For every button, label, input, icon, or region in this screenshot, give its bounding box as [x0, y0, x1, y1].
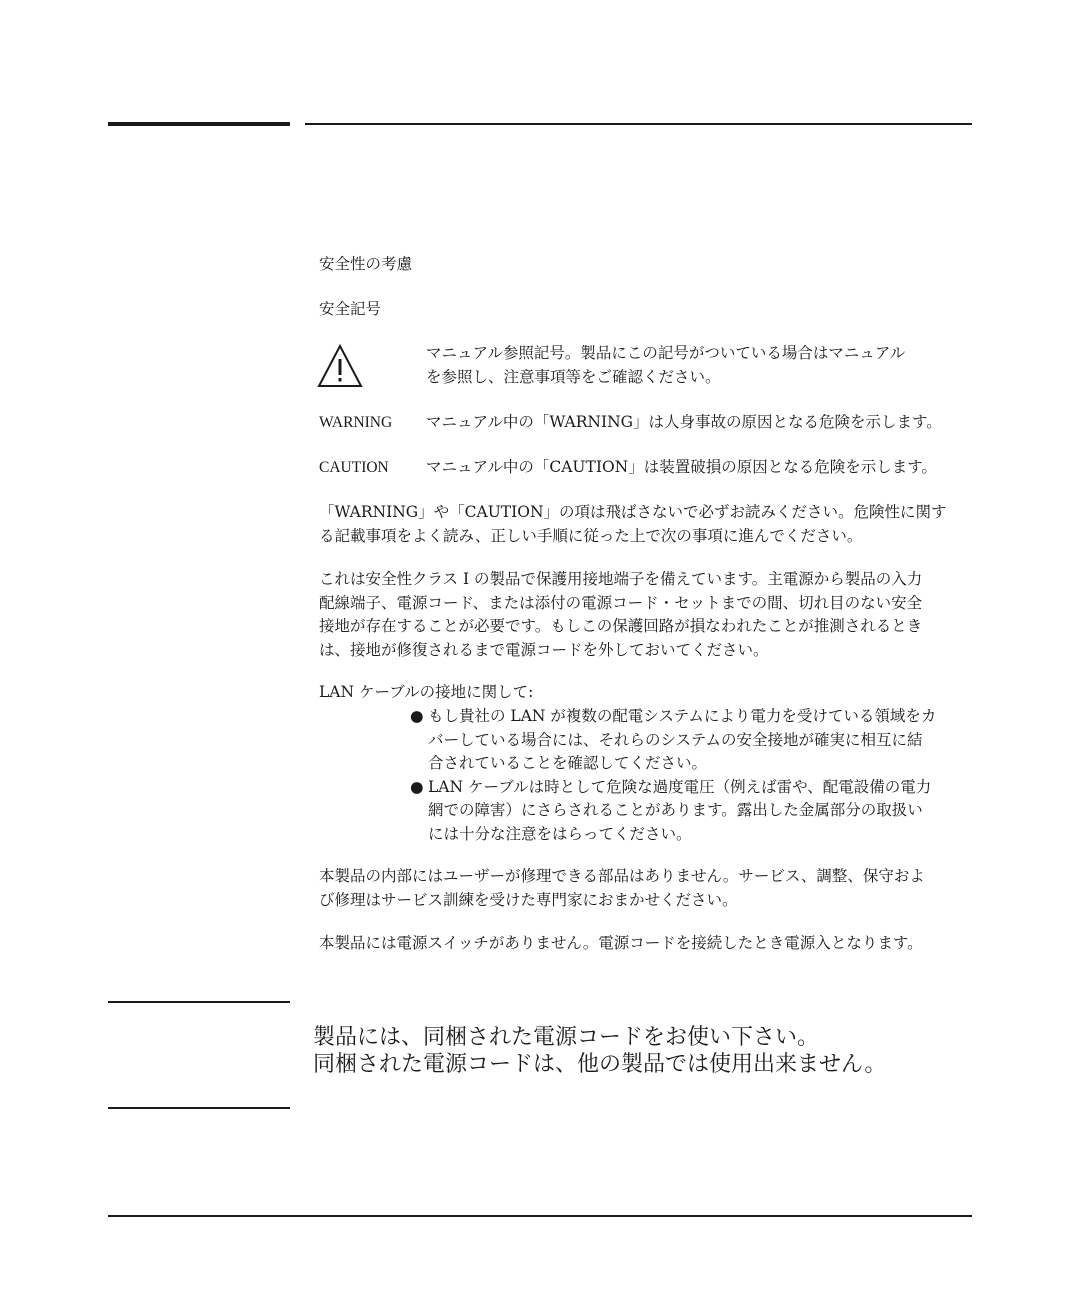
notice-rule-top	[108, 1001, 290, 1003]
service-paragraph	[319, 865, 969, 912]
power-cord-notice-line-1: 製品には、同梱された電源コードをお使い下さい。	[313, 1025, 820, 1050]
caution-definition: マニュアル中の「CAUTION」は装置破損の原因となる危険を示します。	[426, 458, 937, 476]
notice-rule-bottom	[108, 1107, 290, 1109]
warning-definition: マニュアル中の「WARNING」は人身事故の原因となる危険を示します。	[426, 413, 942, 431]
safety-symbols-heading: 安全記号	[319, 300, 382, 318]
lan-bullet-list	[410, 705, 970, 846]
paragraph-line: 「WARNING」や「CAUTION」の項は飛ばさないで必ずお読みください。危険性に関す	[319, 503, 947, 521]
safety-heading: 安全性の考慮	[319, 255, 413, 273]
warning-label: WARNING	[319, 414, 393, 431]
list-item	[410, 776, 970, 847]
list-item-line: LAN ケーブルは時として危険な過度電圧（例えば雷や、配電設備の電力	[428, 777, 932, 796]
paragraph-line: これは安全性クラス I の製品で保護用接地端子を備えています。主電源から製品の入力	[319, 570, 923, 588]
paragraph-line: び修理はサービス訓練を受けた専門家におまかせください。	[319, 890, 738, 909]
protective-ground-paragraph	[319, 568, 969, 662]
bullet-icon: ●	[410, 777, 424, 796]
list-item-line: もし貴社の LAN が複数の配電システムにより電力を受けている領域をカ	[428, 707, 937, 725]
paragraph-line: 配線端子、電源コード、または添付の電源コード・セットまでの間、切れ目のない安全	[319, 593, 923, 612]
list-item-line: バーしている場合には、それらのシステムの安全接地が確実に相互に結	[428, 730, 923, 749]
list-item-line: 網での障害）にさらされることがあります。露出した金属部分の取扱い	[428, 801, 923, 819]
warning-triangle-icon	[317, 344, 363, 388]
manual-symbol-line-1: マニュアル参照記号。製品にこの記号がついている場合はマニュアル	[426, 344, 906, 362]
read-warnings-paragraph	[319, 501, 969, 548]
footer-rule	[108, 1215, 972, 1217]
header-rule-thin	[305, 123, 972, 125]
power-switch-paragraph	[319, 932, 969, 956]
manual-symbol-line-2: を参照し、注意事項等をご確認ください。	[426, 368, 721, 386]
lan-grounding-heading: LAN ケーブルの接地に関して:	[319, 683, 534, 701]
caution-label: CAUTION	[319, 459, 389, 476]
paragraph-line: は、接地が修復されるまで電源コードを外しておいてください。	[319, 640, 769, 659]
paragraph-line: 接地が存在することが必要です。もしこの保護回路が損なわれたことが推測されるとき	[319, 617, 923, 635]
paragraph-line: 本製品には電源スイッチがありません。電源コードを接続したとき電源入となります。	[319, 934, 923, 952]
list-item-line: 合されていることを確認してください。	[428, 754, 708, 772]
list-item	[410, 705, 970, 776]
bullet-icon: ●	[410, 707, 424, 725]
paragraph-line: 本製品の内部にはユーザーが修理できる部品はありません。サービス、調整、保守およ	[319, 867, 925, 885]
list-item-line: には十分な注意をはらってください。	[428, 824, 692, 843]
paragraph-line: る記載事項をよく読み、正しい手順に従った上で次の事項に進んでください。	[319, 526, 863, 545]
header-rule-thick	[108, 122, 290, 126]
power-cord-notice-line-2: 同梱された電源コードは、他の製品では使用出来ません。	[313, 1052, 887, 1077]
